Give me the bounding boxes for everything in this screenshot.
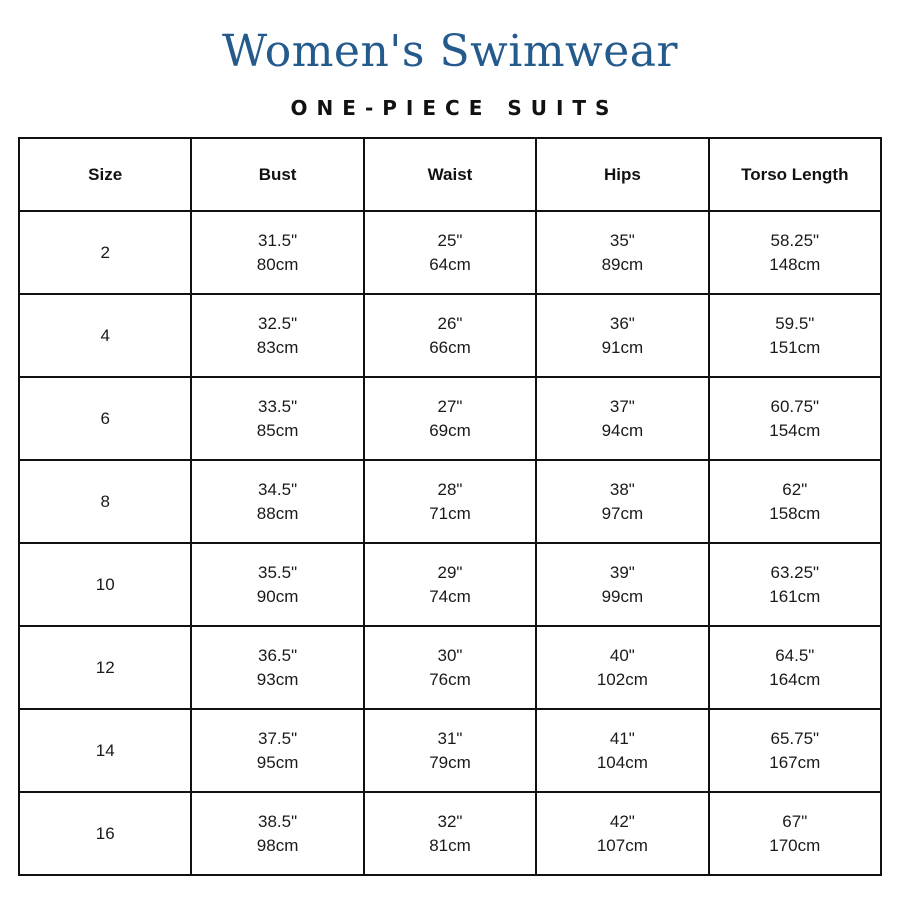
- cell-torso-length-cm: 154cm: [769, 420, 821, 440]
- cell-bust: [191, 377, 363, 460]
- table-row: [19, 460, 881, 543]
- cell-waist-inches: 25": [437, 230, 463, 250]
- header-hips: Hips: [536, 138, 708, 211]
- cell-torso-length-cm: 158cm: [769, 503, 821, 523]
- cell-bust: [191, 294, 363, 377]
- cell-size: 8: [19, 460, 191, 543]
- cell-waist-cm: 81cm: [429, 835, 471, 855]
- cell-torso-length: [709, 460, 881, 543]
- cell-waist: [364, 543, 536, 626]
- cell-bust-cm: 93cm: [256, 669, 299, 689]
- cell-size: 4: [19, 294, 191, 377]
- cell-torso-length-inches: 60.75": [770, 396, 820, 416]
- cell-torso-length: [709, 543, 881, 626]
- cell-torso-length-cm: 167cm: [769, 752, 821, 772]
- cell-waist: [364, 792, 536, 875]
- cell-waist-inches: 27": [437, 396, 463, 416]
- header-bust: Bust: [191, 138, 363, 211]
- cell-hips-cm: 89cm: [601, 254, 644, 274]
- cell-waist: [364, 709, 536, 792]
- cell-waist-inches: 28": [437, 479, 463, 499]
- cell-waist: [364, 460, 536, 543]
- page-title: Women's Swimwear: [221, 26, 679, 77]
- cell-torso-length-cm: 170cm: [769, 835, 821, 855]
- table-row: [19, 709, 881, 792]
- cell-hips-cm: 97cm: [601, 503, 644, 523]
- cell-torso-length: [709, 709, 881, 792]
- cell-bust-inches: 38.5": [258, 811, 298, 831]
- cell-hips-cm: 104cm: [596, 752, 648, 772]
- cell-bust-cm: 83cm: [256, 337, 299, 357]
- cell-torso-length-cm: 148cm: [769, 254, 821, 274]
- cell-hips: [536, 211, 708, 294]
- cell-hips: [536, 792, 708, 875]
- cell-waist: [364, 294, 536, 377]
- cell-torso-length-inches: 64.5": [775, 645, 815, 665]
- cell-bust-cm: 88cm: [256, 503, 299, 523]
- table-row: [19, 792, 881, 875]
- cell-hips-inches: 36": [609, 313, 635, 333]
- size-chart-table: [18, 137, 882, 876]
- cell-hips: [536, 460, 708, 543]
- cell-waist: [364, 211, 536, 294]
- cell-torso-length: [709, 211, 881, 294]
- cell-waist-inches: 29": [437, 562, 463, 582]
- cell-bust-inches: 32.5": [258, 313, 298, 333]
- table-row: [19, 626, 881, 709]
- cell-hips-inches: 38": [609, 479, 635, 499]
- cell-size: 10: [19, 543, 191, 626]
- cell-size: 12: [19, 626, 191, 709]
- cell-hips-inches: 39": [609, 562, 635, 582]
- cell-bust-inches: 33.5": [258, 396, 298, 416]
- cell-waist-inches: 31": [437, 728, 463, 748]
- cell-waist-cm: 69cm: [429, 420, 471, 440]
- cell-hips-inches: 41": [609, 728, 635, 748]
- table-row: [19, 543, 881, 626]
- page-subtitle: ONE-PIECE SUITS: [290, 96, 619, 120]
- header-waist: Waist: [364, 138, 536, 211]
- cell-torso-length-cm: 164cm: [769, 669, 821, 689]
- cell-torso-length-inches: 59.5": [775, 313, 815, 333]
- cell-bust-inches: 34.5": [258, 479, 298, 499]
- cell-torso-length-inches: 67": [782, 811, 808, 831]
- cell-hips-cm: 102cm: [596, 669, 648, 689]
- cell-waist-inches: 30": [437, 645, 463, 665]
- cell-bust-inches: 35.5": [258, 562, 298, 582]
- table-row: [19, 377, 881, 460]
- cell-waist-cm: 71cm: [429, 503, 471, 523]
- cell-hips-cm: 107cm: [596, 835, 648, 855]
- cell-torso-length-cm: 151cm: [769, 337, 821, 357]
- cell-bust-cm: 98cm: [256, 835, 299, 855]
- cell-size: 6: [19, 377, 191, 460]
- cell-torso-length: [709, 377, 881, 460]
- cell-bust: [191, 709, 363, 792]
- table-row: [19, 211, 881, 294]
- cell-bust-inches: 31.5": [258, 230, 298, 250]
- cell-hips-cm: 91cm: [601, 337, 644, 357]
- cell-waist-inches: 26": [437, 313, 463, 333]
- cell-torso-length: [709, 792, 881, 875]
- cell-torso-length: [709, 626, 881, 709]
- table-row: [19, 294, 881, 377]
- cell-hips-cm: 94cm: [601, 420, 644, 440]
- cell-waist: [364, 377, 536, 460]
- cell-waist-cm: 64cm: [429, 254, 471, 274]
- cell-hips: [536, 377, 708, 460]
- cell-bust: [191, 626, 363, 709]
- cell-bust-inches: 36.5": [258, 645, 298, 665]
- cell-hips: [536, 543, 708, 626]
- cell-bust-cm: 80cm: [256, 254, 299, 274]
- cell-waist-inches: 32": [437, 811, 463, 831]
- table-body: [19, 211, 881, 875]
- cell-bust: [191, 543, 363, 626]
- cell-waist-cm: 74cm: [429, 586, 471, 606]
- cell-torso-length-inches: 58.25": [770, 230, 820, 250]
- cell-hips: [536, 709, 708, 792]
- cell-bust: [191, 460, 363, 543]
- header-size: Size: [19, 138, 191, 211]
- header-torso-length: Torso Length: [709, 138, 881, 211]
- cell-waist: [364, 626, 536, 709]
- cell-hips-inches: 35": [609, 230, 635, 250]
- cell-torso-length: [709, 294, 881, 377]
- cell-bust: [191, 792, 363, 875]
- cell-hips-inches: 42": [609, 811, 635, 831]
- cell-bust-cm: 85cm: [256, 420, 299, 440]
- cell-hips-cm: 99cm: [601, 586, 644, 606]
- cell-hips: [536, 294, 708, 377]
- cell-torso-length-inches: 62": [782, 479, 808, 499]
- cell-bust: [191, 211, 363, 294]
- cell-waist-cm: 76cm: [429, 669, 471, 689]
- cell-waist-cm: 66cm: [429, 337, 471, 357]
- cell-hips-inches: 37": [609, 396, 635, 416]
- cell-bust-cm: 90cm: [256, 586, 299, 606]
- cell-torso-length-cm: 161cm: [769, 586, 821, 606]
- cell-bust-cm: 95cm: [256, 752, 299, 772]
- cell-size: 16: [19, 792, 191, 875]
- cell-size: 2: [19, 211, 191, 294]
- cell-size: 14: [19, 709, 191, 792]
- table-header-row: [19, 138, 881, 211]
- cell-torso-length-inches: 63.25": [770, 562, 820, 582]
- cell-bust-inches: 37.5": [258, 728, 298, 748]
- cell-hips-inches: 40": [609, 645, 635, 665]
- cell-hips: [536, 626, 708, 709]
- cell-torso-length-inches: 65.75": [770, 728, 820, 748]
- cell-waist-cm: 79cm: [429, 752, 471, 772]
